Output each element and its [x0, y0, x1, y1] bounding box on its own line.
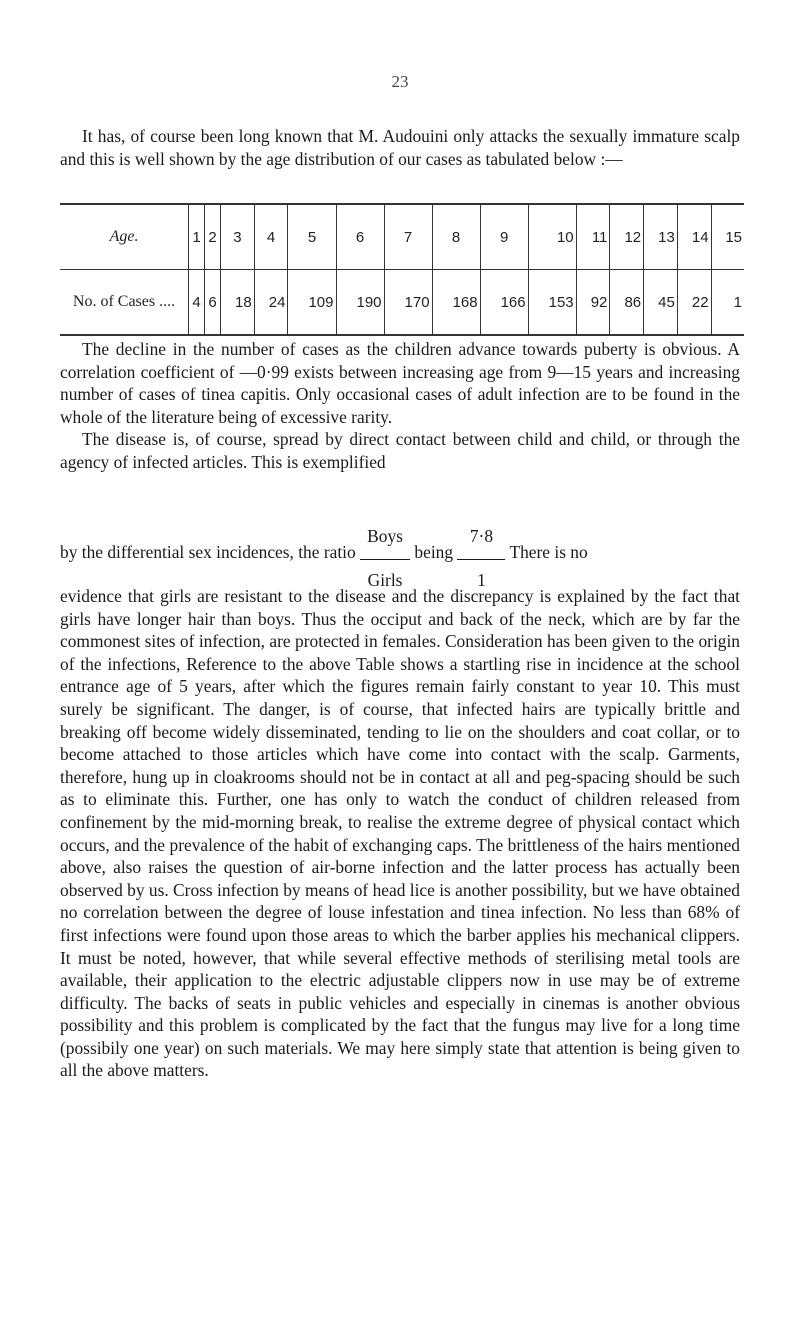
age-cell: 5 — [288, 204, 336, 270]
cases-row-label: No. of Cases .... — [72, 293, 176, 310]
age-cell: 15 — [711, 204, 744, 270]
ratio-value-fraction — [457, 526, 505, 590]
cases-cell: 4 — [189, 270, 205, 336]
cases-row — [60, 270, 744, 336]
cases-cell: 24 — [254, 270, 288, 336]
cases-cell: 86 — [610, 270, 644, 336]
cases-cell: 45 — [644, 270, 678, 336]
ratio-text-after: There is no — [509, 542, 588, 562]
paragraph-evidence-text: evidence that girls are resistant to the disease and the discrepancy is explained by the fact that girls have longer hair than boys. Thus the occiput and back of the neck, which are by far the commonest sites of infection, are protected in females. Consideration has been given to the origin of the infections, Reference to the above Table shows a startling rise in incidence at the school entrance age of 5 years, after which the figures remain fairly constant to year 10. This must surely be significant. The danger, is of course, that infected hairs are typically brittle and breaking off become widely disseminated, tending to lie on the shoulders and coat collar, or to become attached to those articles which have come into contact with the scalp. Garments, therefore, hung up in cloakrooms should not be in contact at all and peg-spacing should be such as to eliminate this. Further, one has only to watch the conduct of children released from confinement by the mid-morning break, to realise the extreme degree of physical contact which occurs, and the prevalence of the habit of exchanging caps. The brittleness of the hairs mentioned above, also raises the question of air-borne infection and the latter process has actually been observed by us. Cross infection by means of head lice is another possibility, but we have obtained no correlation between the degree of louse infestation and tinea infection. No less than 68% of first infections were found upon those areas to which the barber applies his mechanical clippers. It must be noted, however, that while several effective methods of sterilising metal tools are available, their application to the electric adjustable clippers now in use may be of extreme difficulty. The backs of seats in public vehicles and especially in cinemas is another obvious possibility and this problem is complicated by the fact that the fungus may live for a long time (possibily one year) on such materials. We may here simply state that attention is being given to all the above matters. — [60, 586, 740, 1081]
cases-cell: 109 — [288, 270, 336, 336]
ratio-text-middle: being — [414, 542, 454, 562]
sex-ratio-line — [60, 526, 740, 590]
cases-cell: 166 — [480, 270, 528, 336]
paragraph-spread-text: The disease is, of course, spread by direct contact between child and child, or through the agency of infected articles. This is exemplified — [60, 429, 740, 472]
age-cell: 10 — [528, 204, 576, 270]
age-cell: 1 — [189, 204, 205, 270]
age-distribution-table — [60, 203, 744, 336]
cases-cell: 92 — [576, 270, 610, 336]
age-cell: 13 — [644, 204, 678, 270]
fraction-denominator-value: 1 — [477, 570, 486, 590]
intro-text: It has, of course been long known that M. Audouini only attacks the sexually immature scalp and this is well shown by the age distribution of our cases as tabulated below :— — [60, 126, 740, 169]
age-cell: 4 — [254, 204, 288, 270]
ratio-text-before: by the differential sex incidences, the ratio — [60, 542, 356, 562]
paragraph-spread — [60, 428, 740, 473]
cases-cell: 153 — [528, 270, 576, 336]
age-cell: 6 — [336, 204, 384, 270]
fraction-denominator-girls: Girls — [367, 570, 403, 590]
paragraph-decline-text: The decline in the number of cases as the children advance towards puberty is obvious. A correlation coefficient of —0·99 exists between increasing age from 9—15 years and increasing number of cases of tinea capitis. Only occasional cases of adult infection are to be found in the whole of the literature being of excessive rarity. — [60, 339, 740, 427]
cases-cell: 6 — [205, 270, 221, 336]
age-cell: 14 — [677, 204, 711, 270]
age-row-label: Age. — [60, 204, 189, 270]
paragraph-decline — [60, 338, 740, 428]
cases-cell: 22 — [677, 270, 711, 336]
paragraph-evidence — [60, 585, 740, 1082]
age-cell: 9 — [480, 204, 528, 270]
cases-cell: 190 — [336, 270, 384, 336]
page-number: 23 — [391, 72, 409, 91]
age-cell: 8 — [432, 204, 480, 270]
cases-cell: 170 — [384, 270, 432, 336]
intro-paragraph — [60, 125, 740, 170]
cases-cell: 1 — [711, 270, 744, 336]
age-cell: 2 — [205, 204, 221, 270]
cases-cell: 168 — [432, 270, 480, 336]
age-cell: 12 — [610, 204, 644, 270]
body-paragraphs — [60, 338, 740, 474]
boys-girls-fraction — [360, 526, 410, 590]
fraction-numerator-boys: Boys — [367, 526, 403, 546]
age-row — [60, 204, 744, 270]
age-cell: 11 — [576, 204, 610, 270]
age-cell: 7 — [384, 204, 432, 270]
age-cell: 3 — [221, 204, 255, 270]
fraction-numerator-value: 7·8 — [469, 526, 494, 546]
cases-cell: 18 — [221, 270, 255, 336]
